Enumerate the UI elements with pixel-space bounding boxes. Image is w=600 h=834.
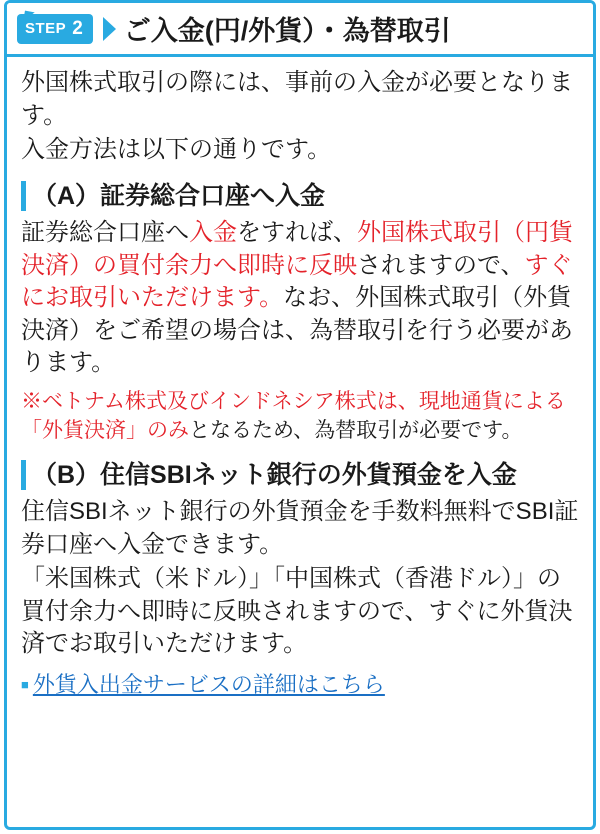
sa-text-2: をすれば、 — [237, 218, 357, 246]
section-a-paragraph — [21, 217, 581, 380]
sa-text-highlight-1: 入金 — [189, 218, 237, 246]
section-a-note — [21, 388, 581, 446]
heading-bar-icon — [21, 181, 26, 211]
arrow-right-icon — [103, 17, 116, 41]
content-body — [7, 57, 593, 700]
sa-text-1: 証券総合口座へ — [21, 218, 189, 246]
intro-paragraph-1: 外国株式取引の際には、事前の入金が必要となります。 — [21, 69, 573, 129]
step-header — [7, 3, 593, 57]
fx-deposit-service-link[interactable]: 外貨入出金サービスの詳細はこちら — [32, 672, 385, 698]
note-text-red: ※ベトナム株式及びインドネシア株式は、現地通貨による「外貨決済」のみ — [21, 390, 566, 442]
section-b-paragraph-2: 「米国株式（米ドル）」「中国株式（香港ドル）」の買付余力へ即時に反映されますので、すぐに外貨決済でお取引いただけます。 — [21, 565, 573, 658]
content-frame — [4, 0, 596, 830]
section-a-heading — [21, 181, 581, 211]
square-bullet-icon: ■ — [21, 677, 29, 693]
page-title: ご入金(円/外貨）・為替取引 — [123, 16, 451, 46]
sa-text-4: なお、外国株式取引（外貨決済）をご希望の場合は、為替取引を行う必要があります。 — [21, 284, 573, 377]
section-b-title: （B）住信SBIネット銀行の外貨預金を入金 — [32, 460, 517, 489]
speaker-corner-icon — [19, 6, 34, 20]
step-word-label: STEP — [25, 20, 67, 37]
intro-paragraph-2: 入金方法は以下の通りです。 — [21, 136, 332, 164]
section-b-heading — [21, 460, 581, 490]
sa-text-3: されますので、 — [357, 251, 525, 279]
section-a-title: （A）証券総合口座へ入金 — [32, 181, 326, 210]
heading-bar-icon — [21, 460, 26, 490]
note-text-black: となるため、為替取引が必要です。 — [189, 418, 523, 442]
sa-text-highlight-2: 外国株式取引（円貨決済）の買付余力へ即時に反映 — [21, 218, 573, 279]
sa-text-highlight-3: すぐにお取引いただけます。 — [21, 251, 573, 312]
detail-link-row[interactable] — [21, 671, 581, 700]
section-b-paragraph-1: 住信SBIネット銀行の外貨預金を手数料無料でSBI証券口座へ入金できます。 — [21, 497, 579, 558]
step-badge — [17, 14, 93, 44]
step-number-label: 2 — [72, 18, 83, 39]
